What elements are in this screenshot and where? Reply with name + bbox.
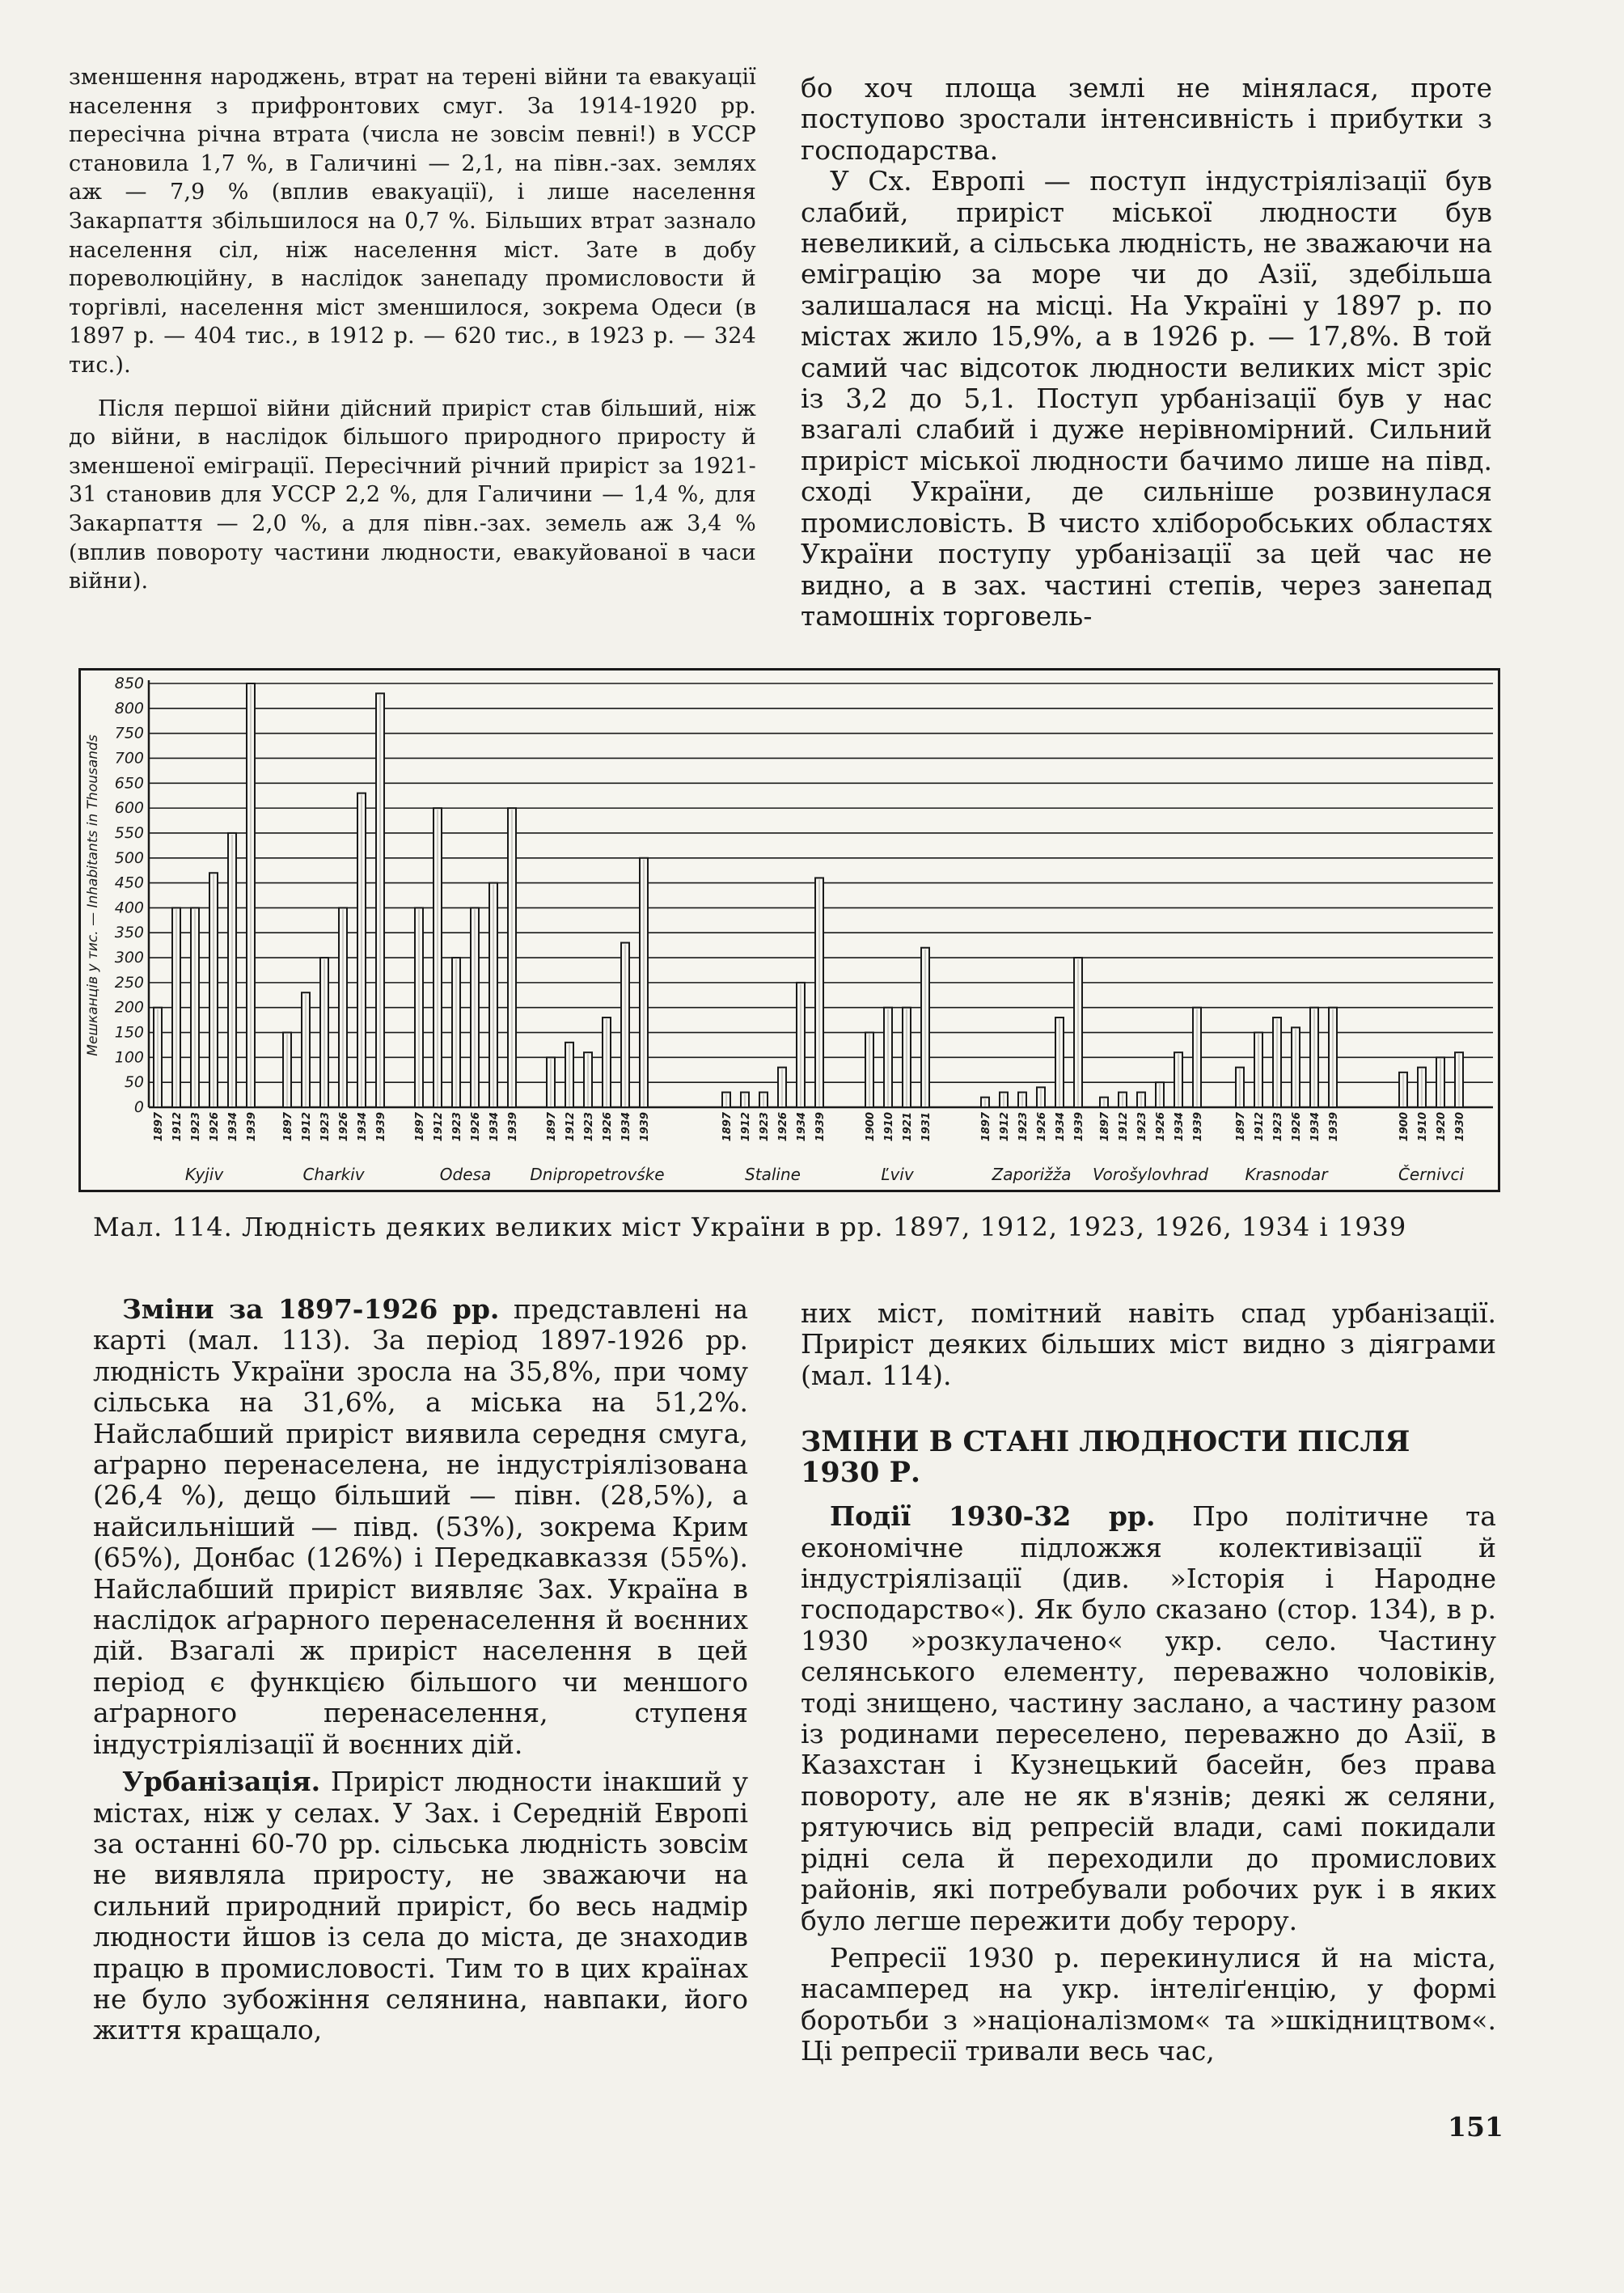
y-tick-label: 750 (114, 724, 144, 742)
page-number: 151 (1448, 2111, 1503, 2143)
x-tick-label: 1939 (375, 1112, 387, 1142)
x-tick-label: 1934 (227, 1112, 239, 1142)
x-tick-label: 1897 (546, 1112, 558, 1142)
y-tick-label: 600 (114, 799, 144, 818)
x-tick-label: 1900 (865, 1112, 877, 1142)
x-tick-label: 1897 (153, 1112, 165, 1142)
paragraph (801, 1501, 1496, 1936)
x-tick-label: 1912 (171, 1112, 184, 1142)
y-tick-label: 250 (114, 973, 144, 992)
x-tick-label: 1897 (980, 1112, 992, 1142)
y-tick-label: 50 (124, 1073, 144, 1092)
x-tick-label: 1934 (1055, 1112, 1067, 1142)
x-tick-label: 1926 (777, 1112, 789, 1142)
city-label: Krasnodar (1245, 1165, 1328, 1184)
x-tick-label: 1912 (301, 1112, 313, 1142)
figure-caption: Мал. 114. Людність деяких великих міст України в рр. 1897, 1912, 1923, 1926, 1934 і 1939 (93, 1212, 1407, 1242)
x-tick-label: 1897 (414, 1112, 426, 1142)
paragraph-body: представлені на карті (мал. 113). За період 1897-1926 рр. людність України зросла на 35,8%, при чому сільська на 31,6%, а міська на 51,2%. Найслабший приріст виявила середня смуга, аґрарно перенаселена, не індустріялізована (26,4 %), дещо більший — півн. (28,5%), а найсильніший — півд. (53%), зокрема Крим (65%), Донбас (126%) і Передкавказзя (55%). Найслабший приріст виявляє Зах. Україна в наслідок аґрарного перенаселення й воєнних дій. Взагалі ж приріст населення в цей період є функцією більшого чи меншого аґрарного перенаселення, ступеня індустріялізації й воєнних дій. (93, 1293, 748, 1760)
x-tick-label: 1923 (583, 1112, 595, 1142)
y-tick-label: 0 (133, 1098, 144, 1116)
x-tick-label: 1923 (1136, 1112, 1148, 1142)
x-tick-label: 1939 (507, 1112, 519, 1142)
x-tick-label: 1926 (470, 1112, 482, 1142)
bottom-right-column (801, 1298, 1496, 2067)
x-tick-label: 1939 (1328, 1112, 1340, 1142)
y-tick-label: 800 (114, 699, 144, 717)
x-tick-label: 1912 (433, 1112, 445, 1142)
paragraph: Репресії 1930 р. перекинулися й на міста, насамперед на укр. інтеліґенцію, у формі боротьби з »націоналізмом« та »шкідництвом«. Ці репресії тривали весь час, (801, 1941, 1496, 2067)
paragraph: них міст, помітний навіть спад урбанізації. Приріст деяких більших міст видно з діяграми (мал. 114). (801, 1297, 1496, 1391)
y-tick-label: 400 (114, 899, 144, 917)
x-tick-label: 1923 (190, 1112, 202, 1142)
y-tick-label: 100 (114, 1048, 144, 1067)
x-tick-label: 1930 (1454, 1112, 1466, 1142)
x-tick-label: 1897 (282, 1112, 294, 1142)
paragraph (93, 1294, 748, 1760)
x-tick-label: 1939 (246, 1112, 258, 1142)
x-tick-label: 1912 (999, 1112, 1011, 1142)
paragraph: Після першої війни дійсний приріст став більший, ніж до війни, в наслідок більшого природного приросту й зменшеної еміграції. Пересічний річний приріст за 1921-31 становив для УССР 2,2 %, для Галичини — 1,4 %, для Закарпаття — 2,0 %, а для півн.-зах. земель аж 3,4 % (вплив повороту частини людности, евакуйованої в часи війни). (69, 396, 756, 594)
y-tick-label: 450 (114, 874, 144, 892)
y-tick-label: 700 (114, 749, 144, 768)
x-tick-label: 1939 (639, 1112, 651, 1142)
x-tick-label: 1923 (1272, 1112, 1284, 1142)
x-tick-label: 1897 (1235, 1112, 1247, 1142)
paragraph-lead: Зміни за 1897-1926 рр. (122, 1293, 500, 1325)
x-tick-label: 1939 (814, 1112, 827, 1142)
x-tick-label: 1926 (1036, 1112, 1048, 1142)
bar-chart-svg (81, 671, 1498, 1190)
city-label: Charkiv (302, 1165, 365, 1184)
x-tick-label: 1910 (1417, 1112, 1429, 1142)
paragraph-lead: Події 1930-32 рр. (830, 1500, 1156, 1533)
city-label: Zaporižža (992, 1165, 1072, 1184)
y-axis-label: Мешканців у тис. — Inhabitants in Thousands (85, 734, 101, 1056)
y-tick-label: 350 (114, 924, 144, 942)
x-tick-label: 1934 (488, 1112, 501, 1142)
x-tick-label: 1934 (796, 1112, 808, 1142)
y-tick-label: 850 (114, 675, 144, 692)
x-tick-label: 1900 (1398, 1112, 1410, 1142)
y-tick-label: 500 (114, 848, 144, 867)
x-tick-label: 1926 (1291, 1112, 1303, 1142)
city-label: Černivci (1398, 1165, 1465, 1184)
x-tick-label: 1912 (565, 1112, 577, 1142)
x-tick-label: 1912 (1118, 1112, 1130, 1142)
x-tick-label: 1923 (451, 1112, 463, 1142)
city-label: Ľviv (881, 1165, 914, 1184)
city-label: Kyjiv (184, 1165, 224, 1184)
x-tick-label: 1934 (1309, 1112, 1322, 1142)
bottom-left-column (93, 1294, 748, 2046)
x-tick-label: 1912 (1254, 1112, 1266, 1142)
paragraph: бо хоч площа землі не мінялася, проте поступово зростали інтенсивність і прибутки з господарства. (801, 72, 1492, 166)
x-tick-label: 1939 (1192, 1112, 1204, 1142)
x-tick-label: 1931 (920, 1112, 933, 1142)
x-tick-label: 1923 (759, 1112, 771, 1142)
city-label: Vorošylovhrad (1093, 1165, 1208, 1184)
population-chart (78, 668, 1500, 1192)
paragraph-body: Приріст людности інакший у містах, ніж у селах. У Зах. і Середній Европі за останні 60-70 рр. сільська людність зовсім не виявляла приросту, не зважаючи на сильний природний приріст, бо весь надмір людности йшов із села до міста, де знаходив працю в промисловості. Тим то в цих країнах не було зубожіння селянина, навпаки, його життя кращало, (93, 1766, 748, 2046)
x-tick-label: 1939 (1073, 1112, 1085, 1142)
top-right-column (801, 73, 1492, 632)
x-tick-label: 1923 (1017, 1112, 1030, 1142)
x-tick-label: 1926 (1155, 1112, 1167, 1142)
city-label: Staline (745, 1165, 801, 1184)
paragraph-body: Про політичне та економічне підложжя колективізації й індустріялізації (див. »Історія і Народне господарство«). Як було сказано (стор. 134), в р. 1930 »розкулачено« укр. село. Частину селянського елементу, переважно чоловіків, тоді знищено, частину заслано, а частину разом із родинами переселено, переважно до Азії, в Казахстан і Кузнецький басейн, без права повороту, але не як в'язнів; деякі ж селяни, рятуючись від репресій влади, самі покидали рідні села й переходили до промислових районів, які потребували робочих рук і в яких було легше пережити добу терору. (801, 1500, 1496, 1936)
x-tick-label: 1926 (209, 1112, 221, 1142)
x-tick-label: 1921 (902, 1112, 914, 1142)
y-tick-label: 550 (114, 823, 144, 842)
x-tick-label: 1920 (1436, 1112, 1448, 1142)
y-tick-label: 300 (114, 949, 144, 967)
section-heading: ЗМІНИ В СТАНІ ЛЮДНОСТИ ПІСЛЯ 1930 Р. (801, 1425, 1410, 1490)
x-tick-label: 1910 (883, 1112, 895, 1142)
x-tick-label: 1897 (721, 1112, 734, 1142)
x-tick-label: 1926 (602, 1112, 614, 1142)
x-tick-label: 1934 (1174, 1112, 1186, 1142)
city-label: Dnipropetrovśke (530, 1165, 665, 1184)
paragraph-lead: Урбанізація. (122, 1766, 321, 1798)
y-tick-label: 200 (114, 998, 144, 1017)
x-tick-label: 1934 (357, 1112, 369, 1142)
x-tick-label: 1926 (338, 1112, 350, 1142)
y-tick-label: 650 (114, 774, 144, 793)
paragraph (93, 1766, 748, 2046)
paragraph: зменшення народжень, втрат на терені війни та евакуації населення з прифронтових смуг. За 1914-1920 рр. пересічна річна втрата (числа не зовсім певні!) в УССР становила 1,7 %, в Галичині — 2,1, на півн.-зах. землях аж — 7,9 % (вплив евакуації), і лише населення Закарпаття збільшилося на 0,7 %. Більших втрат зазнало населення сіл, ніж населення міст. Зате в добу пореволюційну, в наслідок занепаду промисловости й торгівлі, населення міст зменшилося, зокрема Одеси (в 1897 р. — 404 тис., в 1912 р. — 620 тис., в 1923 р. — 324 тис.). (69, 65, 756, 378)
paragraph: У Сх. Европі — поступ індустріялізації був слабий, приріст міської людности був невеликий, а сільська людність, не зважаючи на еміграцію за море чи до Азії, здебільша залишалася на місці. На Україні у 1897 р. по містах жило 15,9%, а в 1926 р. — 17,8%. В той самий час відсоток людности великих міст зріс із 3,2 до 5,1. Поступ урбанізації був у нас взагалі слабий і дуже нерівномірний. Сильний приріст міської людности бачимо лише на півд. сході України, де сильніше розвинулася промисловість. В чисто хліборобських областях України поступу урбанізації за цей час не видно, а в зах. частині степів, через занепад тамошніх торговель- (801, 165, 1492, 632)
x-tick-label: 1923 (319, 1112, 332, 1142)
x-tick-label: 1912 (740, 1112, 752, 1142)
top-left-column (69, 63, 756, 596)
y-tick-label: 150 (114, 1023, 144, 1042)
city-label: Odesa (439, 1165, 492, 1184)
x-tick-label: 1897 (1099, 1112, 1111, 1142)
x-tick-label: 1934 (620, 1112, 632, 1142)
